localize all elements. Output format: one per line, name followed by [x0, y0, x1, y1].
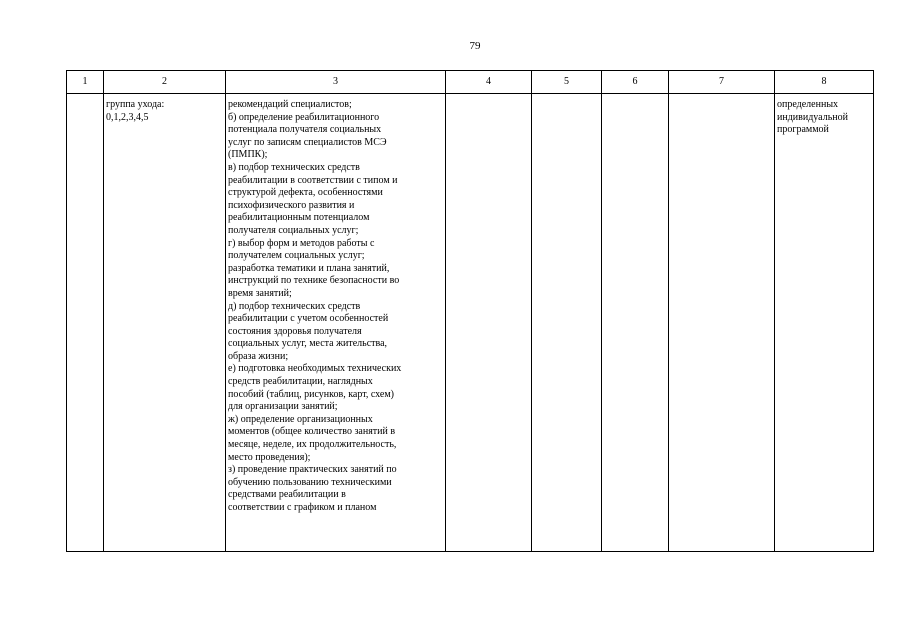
cell-col-7 — [669, 94, 775, 552]
cell-col-1 — [67, 94, 104, 552]
cell-col-7-text — [669, 94, 774, 99]
cell-col-5-text — [532, 94, 601, 99]
services-table — [66, 70, 874, 552]
column-header-4: 4 — [446, 71, 532, 94]
service-description-text: рекомендаций специалистов; б) определение реабилитационного потенциала получателя социальных услуг по записям специалистов МСЭ (ПМПК); в) подбор технических средств реабилитации в соответствии с типом и структурой дефекта, особенностями психофизического развития и реабилитационным потенциалом получателя социальных услуг; г) выбор форм и методов работы с получателем социальных услуг; разработка тематики и плана занятий, инструкций по технике безопасности во время занятий; д) подбор технических средств реабилитации с учетом особенностей состояния здоровья получателя социальных услуг, места жительства, образа жизни; е) подготовка необходимых технических средств реабилитации, наглядных пособий (таблиц, рисунков, карт, схем) для организации занятий; ж) определение организационных моментов (общее количество занятий в месяце, неделе, их продолжительность, место проведения); з) проведение практических занятий по обучению пользованию техническими средствами реабилитации в соответствии с графиком и планом — [228, 99, 402, 513]
cell-col-8 — [775, 94, 874, 552]
page-number: 79 — [469, 40, 481, 52]
program-note-text: определенных индивидуальной программой — [777, 99, 848, 136]
column-header-5: 5 — [532, 71, 602, 94]
column-header-1: 1 — [67, 71, 104, 94]
cell-col-6-text — [602, 94, 668, 99]
cell-col-4-text — [446, 94, 531, 99]
column-header-8: 8 — [775, 71, 874, 94]
table-header-row — [67, 71, 874, 94]
column-header-7: 7 — [669, 71, 775, 94]
cell-col-2 — [104, 94, 226, 552]
table-row — [67, 94, 874, 552]
column-header-6: 6 — [602, 71, 669, 94]
cell-col-3 — [226, 94, 446, 552]
cell-col-5 — [532, 94, 602, 552]
cell-col-4 — [446, 94, 532, 552]
cell-col-6 — [602, 94, 669, 552]
care-group-text: группа ухода: 0,1,2,3,4,5 — [106, 99, 165, 123]
cell-col-1-text — [67, 94, 103, 99]
column-header-2: 2 — [104, 71, 226, 94]
column-header-3: 3 — [226, 71, 446, 94]
